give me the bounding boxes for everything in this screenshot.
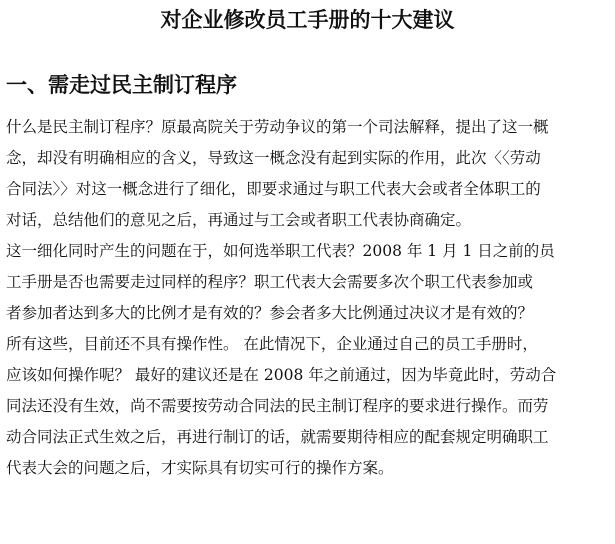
body-line: 工手册是否也需要走过同样的程序？职工代表大会需要多次个职工代表参加或: [6, 273, 534, 291]
body-line: 所有这些，目前还不具有操作性。 在此情况下，企业通过自己的员工手册时，: [6, 335, 538, 353]
body-line: 合同法〉〉对这一概念进行了细化，即要求通过与职工代表大会或者全体职工的: [6, 180, 541, 198]
body-line: 什么是民主制订程序？原最高院关于劳动争议的第一个司法解释，提出了这一概: [6, 118, 549, 136]
body-line: 对话，总结他们的意见之后，再通过与工会或者职工代表协商确定。: [6, 211, 472, 229]
body-line: 代表大会的问题之后，才实际具有切实可行的操作方案。: [6, 459, 394, 477]
body-line: 动合同法正式生效之后，再进行制订的话，就需要期待相应的配套规定明确职工: [6, 428, 549, 446]
body-line: 这一细化同时产生的问题在于，如何选举职工代表？2008 年 1 月 1 日之前的员: [6, 242, 555, 260]
body-line: 同法还没有生效，尚不需要按劳动合同法的民主制订程序的要求进行操作。而劳: [6, 397, 549, 415]
document-title: 对企业修改员工手册的十大建议: [160, 8, 455, 32]
section-heading: 一、需走过民主制订程序: [6, 73, 237, 97]
body-line: 者参加者达到多大的比例才是有效的？参会者多大比例通过决议才是有效的？: [6, 304, 534, 322]
body-line: 应该如何操作呢？ 最好的建议还是在 2008 年之前通过，因为毕竟此时，劳动合: [6, 366, 557, 384]
body-line: 念，却没有明确相应的含义，导致这一概念没有起到实际的作用，此次〈〈劳动: [6, 149, 541, 167]
